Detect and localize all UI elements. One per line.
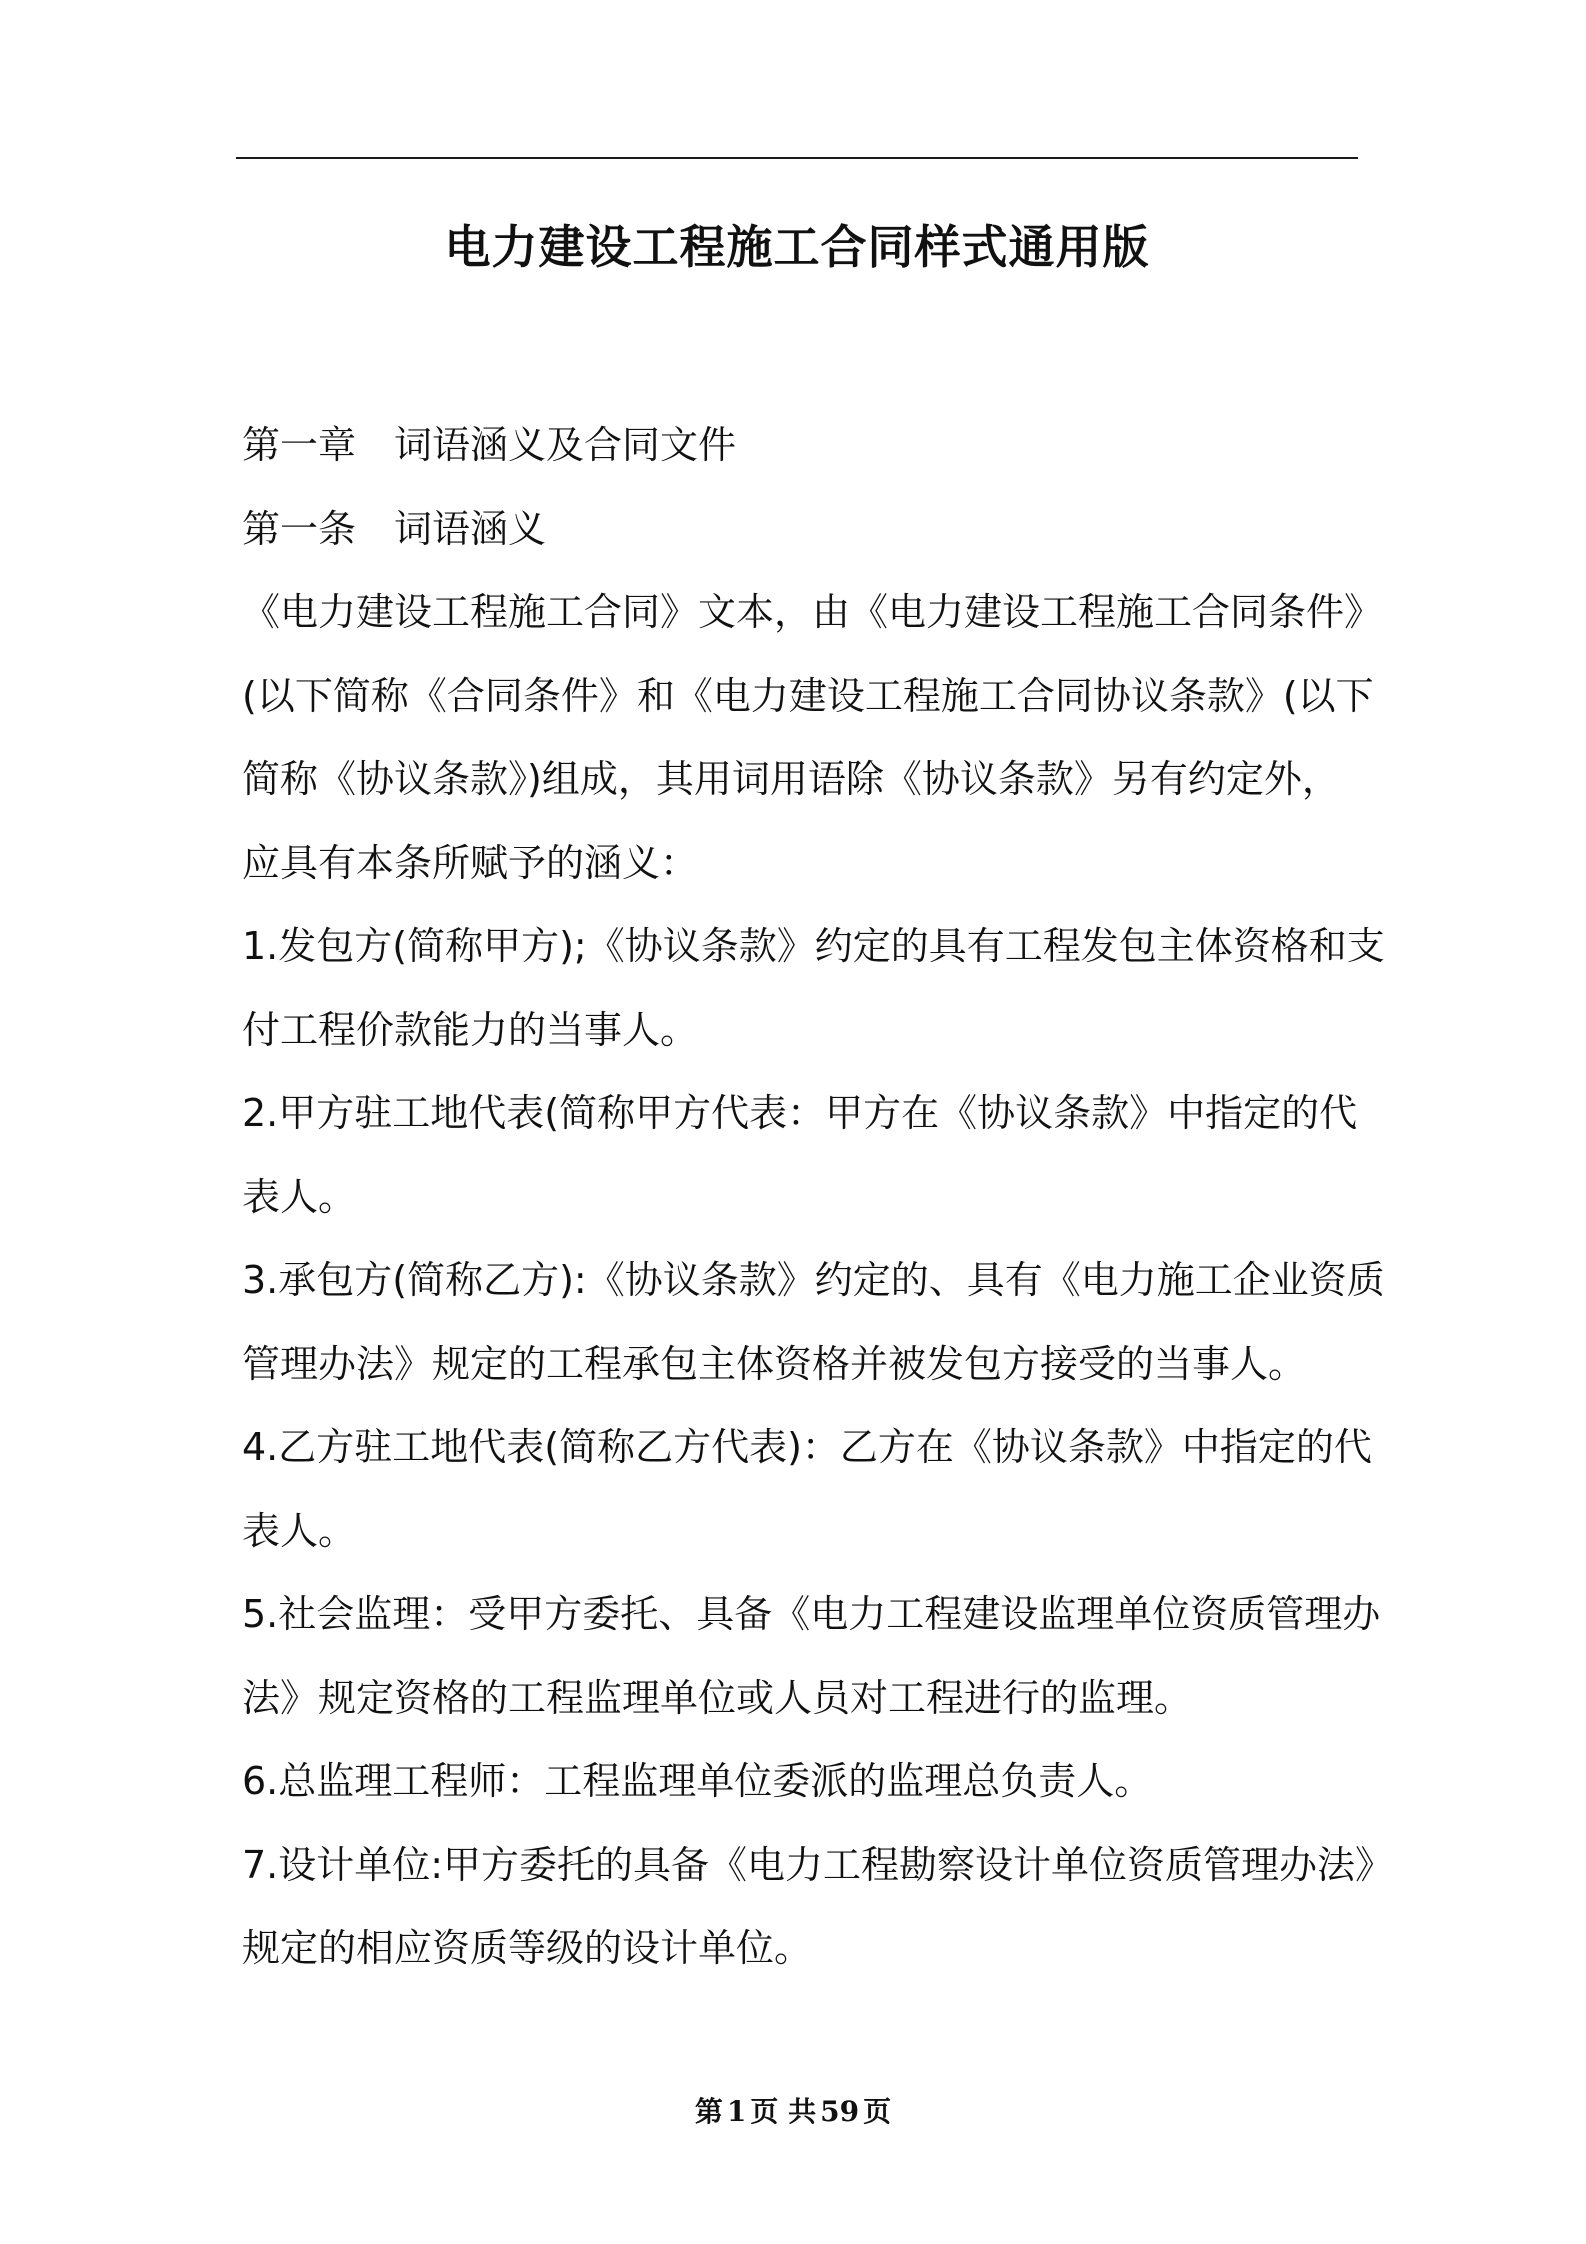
text-line: 管理办法》规定的工程承包主体资格并被发包方接受的当事人。 bbox=[242, 1341, 1307, 1386]
total-pages: 59 bbox=[820, 2095, 860, 2128]
page-label-mid: 页 共 bbox=[750, 2095, 817, 2128]
page-label-suffix: 页 bbox=[863, 2095, 892, 2128]
text-line: 规定的相应资质等级的设计单位。 bbox=[242, 1926, 813, 1970]
text-line: 表人。 bbox=[242, 1508, 357, 1553]
text-line: 6.总监理工程师：工程监理单位委派的监理总负责人。 bbox=[242, 1759, 1153, 1803]
page-label-prefix: 第 bbox=[694, 2095, 723, 2128]
text-line: 2.甲方驻工地代表(简称甲方代表：甲方在《协议条款》中指定的代 bbox=[242, 1091, 1358, 1135]
document-title: 电力建设工程施工合同样式通用版 bbox=[444, 220, 1150, 274]
text-line: 表人。 bbox=[242, 1174, 357, 1219]
text-line: 5.社会监理：受甲方委托、具备《电力工程建设监理单位资质管理办 bbox=[242, 1592, 1381, 1636]
article-heading bbox=[242, 488, 1358, 572]
text-line: 法》规定资格的工程监理单位或人员对工程进行的监理。 bbox=[242, 1675, 1193, 1720]
chapter-title: 词语涵义及合同文件 bbox=[394, 423, 737, 467]
text-line: 1.发包方(简称甲方);《协议条款》约定的具有工程发包主体资格和支 bbox=[242, 924, 1385, 968]
text-line: 4.乙方驻工地代表(简称乙方代表)：乙方在《协议条款》中指定的代 bbox=[242, 1425, 1372, 1469]
document-body bbox=[242, 404, 1394, 1991]
chapter-heading bbox=[242, 404, 1358, 488]
page-number: 1 bbox=[726, 2095, 747, 2128]
text-line: 3.承包方(简称乙方):《协议条款》约定的、具有《电力施工企业资质 bbox=[242, 1258, 1385, 1302]
text-line: 7.设计单位:甲方委托的具备《电力工程勘察设计单位资质管理办法》 bbox=[242, 1842, 1394, 1887]
page-footer bbox=[0, 2092, 1586, 2132]
header-rule bbox=[236, 157, 1358, 159]
chapter-number: 第一章 bbox=[242, 423, 357, 467]
article-title: 词语涵义 bbox=[394, 506, 547, 551]
article-number: 第一条 bbox=[242, 506, 357, 551]
text-line: 应具有本条所赋予的涵义： bbox=[242, 840, 699, 885]
text-line: 简称《协议条款》)组成，其用词用语除《协议条款》另有约定外， bbox=[242, 757, 1340, 801]
text-line: (以下简称《合同条件》和《电力建设工程施工合同协议条款》(以下 bbox=[242, 673, 1374, 718]
text-line: 付工程价款能力的当事人。 bbox=[242, 1007, 699, 1052]
text-line: 《电力建设工程施工合同》文本，由《电力建设工程施工合同条件》 bbox=[242, 590, 1383, 634]
